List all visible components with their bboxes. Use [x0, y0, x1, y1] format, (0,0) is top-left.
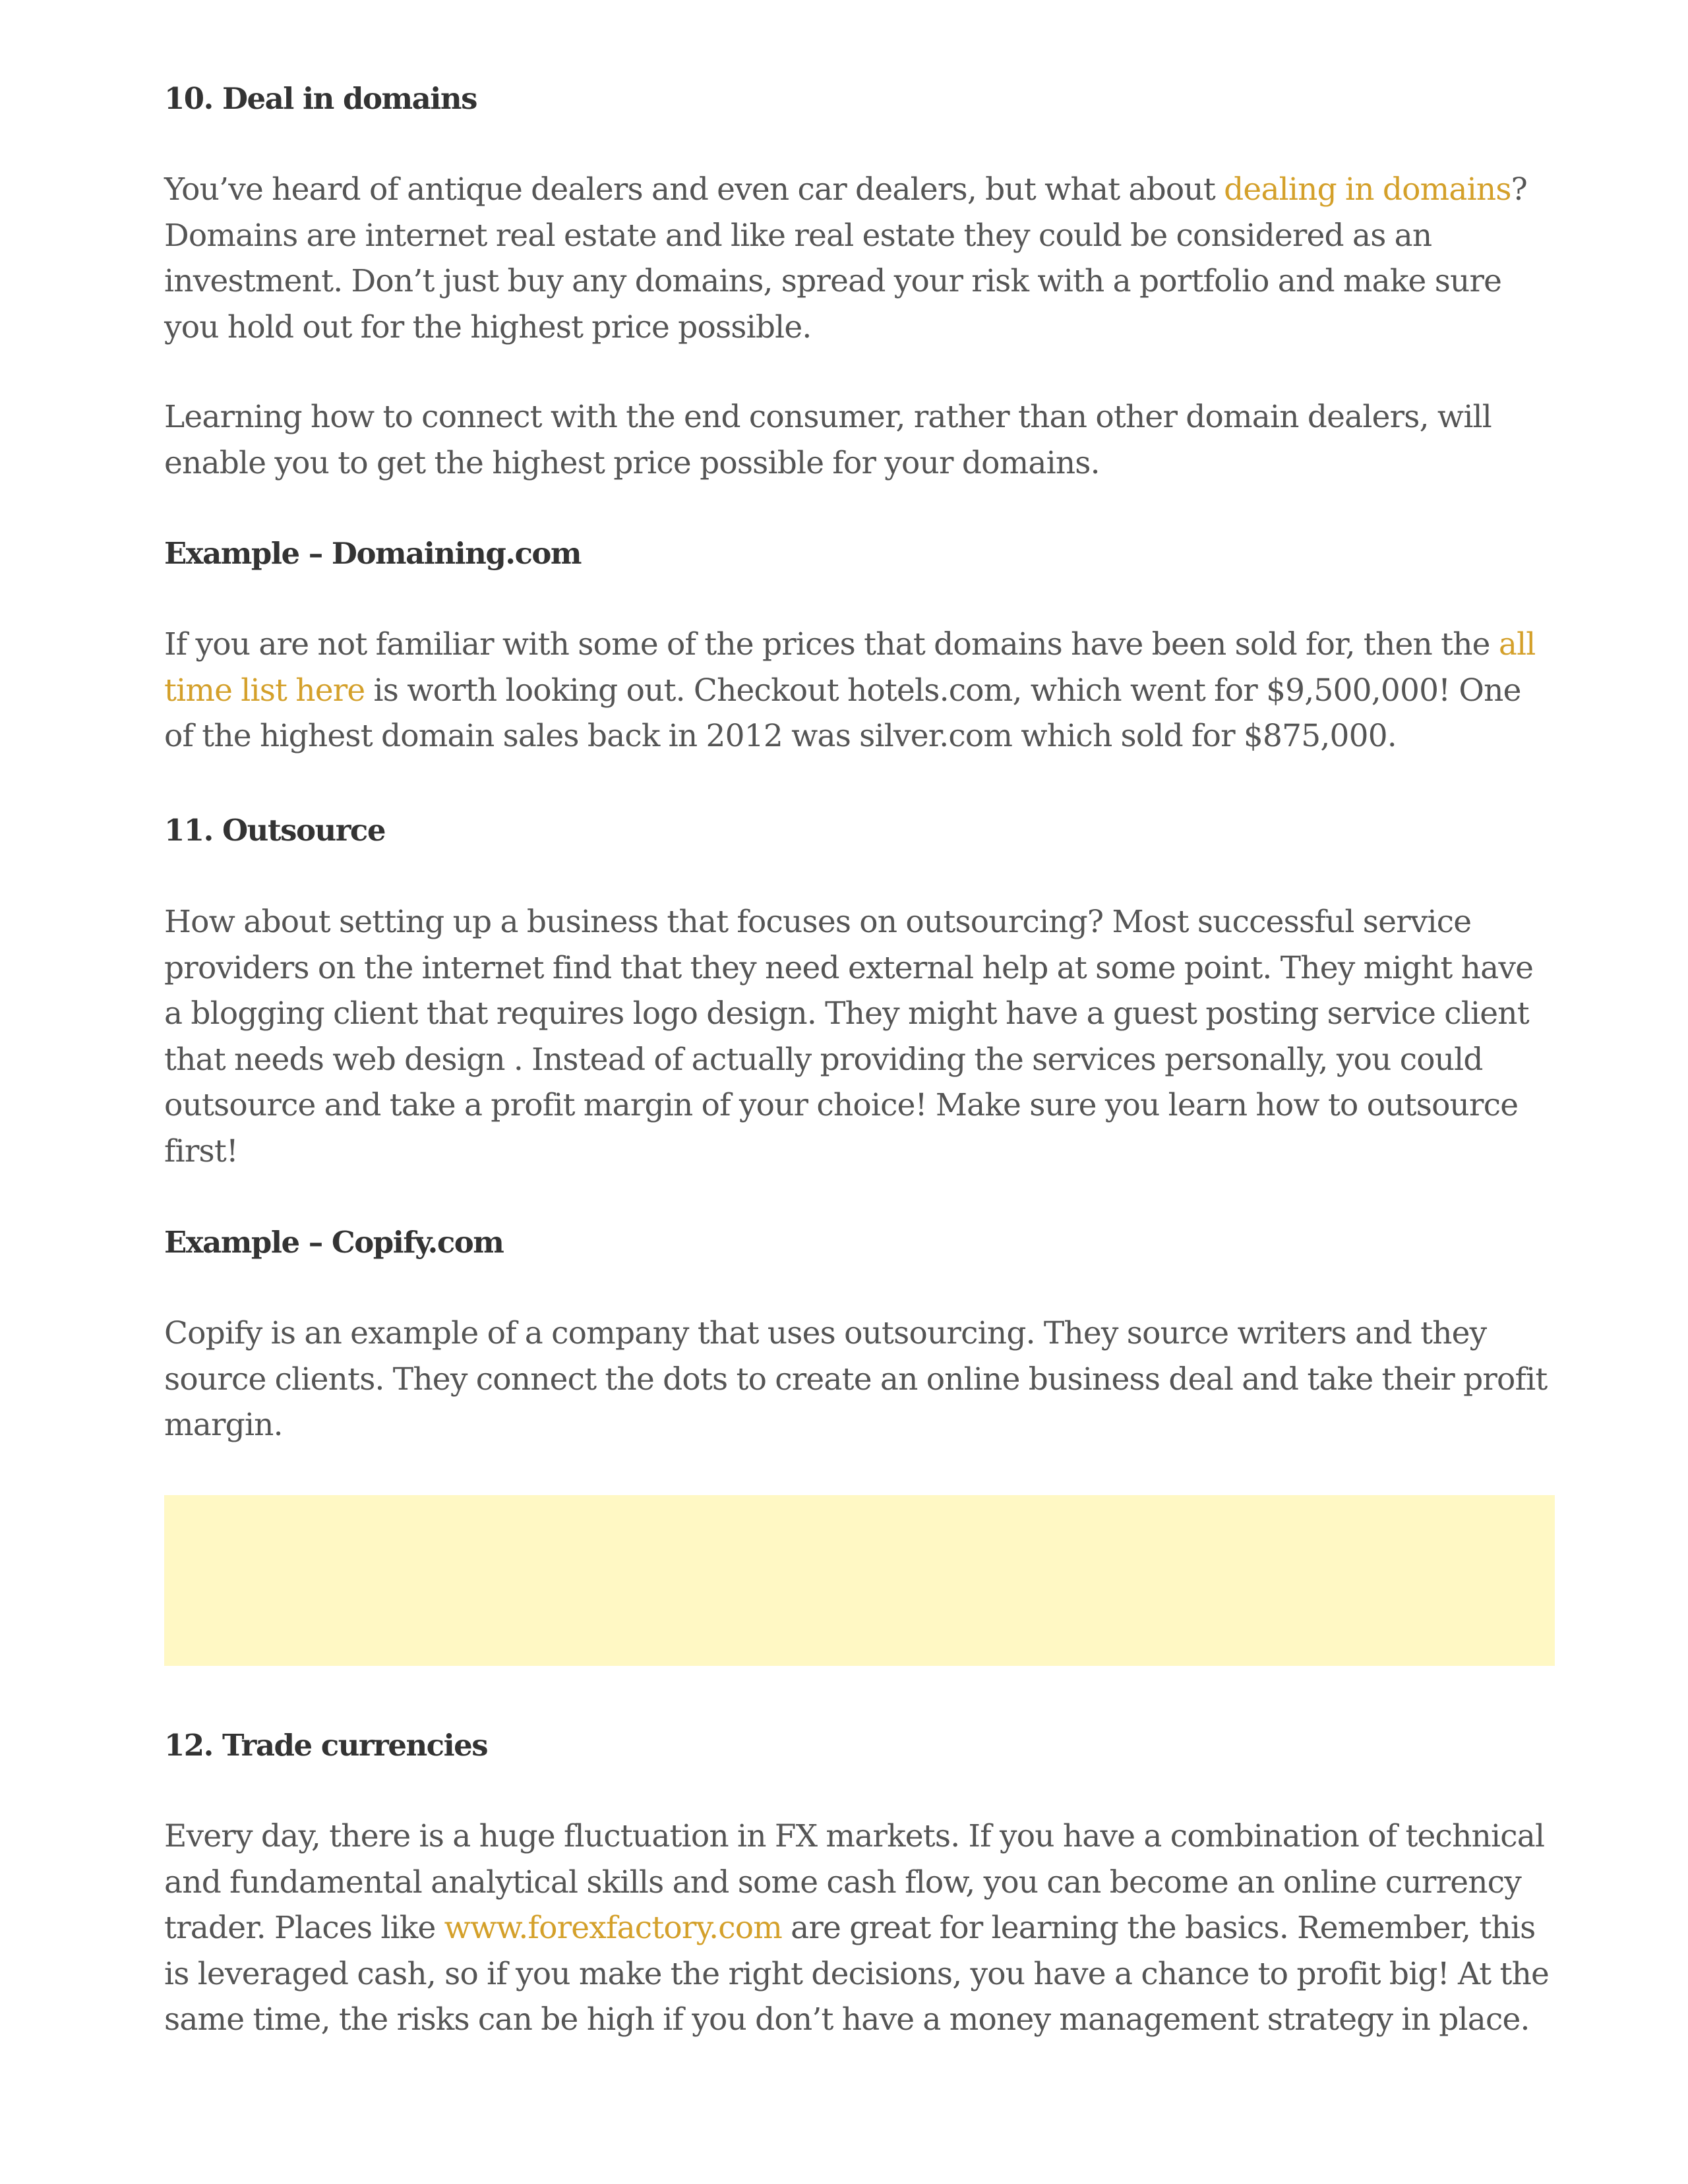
paragraph-copify: Copify is an example of a company that uses outsourcing. They source writers and they source clients. They connect the dots to create an online business deal and take their profit margin. — [164, 1315, 1548, 1443]
example-heading-copify: Example – Copify.com — [164, 1225, 504, 1260]
paragraph-text: is worth looking out. Checkout hotels.com, which went for $9,500,000! One of the highest domain sales back in 2012 was silver.com which sold for $875,000. — [164, 672, 1521, 754]
paragraph-text: You’ve heard of antique dealers and even car dealers, but what about — [164, 171, 1224, 208]
paragraph-outsource: How about setting up a business that focuses on outsourcing? Most successful service providers on the internet find that they need external help at some point. They might have a blogging client that requires logo design. They might have a guest posting service client that needs web design . Instead of actually providing the services personally, you could outsource and take a profit margin of your choice! Make sure you learn how to outsource first! — [164, 904, 1534, 1169]
forexfactory-link[interactable]: www.forexfactory.com — [444, 1910, 783, 1946]
section-heading-deal-in-domains: 10. Deal in domains — [164, 81, 477, 116]
paragraph-domains-intro — [164, 167, 1555, 350]
paragraph-text: ? Domains are internet real estate and like real estate they could be considered as an investment. Don’t just buy any domains, spread your risk with a portfolio and make sure you hold out for the highest price possible. — [164, 171, 1528, 345]
paragraph-domains-consumer: Learning how to connect with the end consumer, rather than other domain dealers, will enable you to get the highest price possible for your domains. — [164, 399, 1492, 481]
all-time-list-link[interactable]: all time list here — [164, 626, 1536, 709]
example-heading-domaining: Example – Domaining.com — [164, 536, 582, 571]
section-heading-trade-currencies: 12. Trade currencies — [164, 1728, 488, 1763]
ad-placeholder-box — [164, 1495, 1555, 1666]
paragraph-domain-prices — [164, 622, 1555, 759]
section-heading-outsource: 11. Outsource — [164, 813, 385, 848]
dealing-in-domains-link[interactable]: dealing in domains — [1224, 171, 1511, 208]
paragraph-text: Every day, there is a huge fluctuation in FX markets. If you have a combination of technical and fundamental analytical skills and some cash flow, you can become an online currency trader. Places like — [164, 1818, 1545, 1946]
paragraph-trade-currencies — [164, 1814, 1555, 2043]
paragraph-text: If you are not familiar with some of the prices that domains have been sold for, then the — [164, 626, 1499, 663]
paragraph-text: are great for learning the basics. Remember, this is leveraged cash, so if you make the right decisions, you have a chance to profit big! At the same time, the risks can be high if you don’t have a money management strategy in place. — [164, 1910, 1550, 2038]
